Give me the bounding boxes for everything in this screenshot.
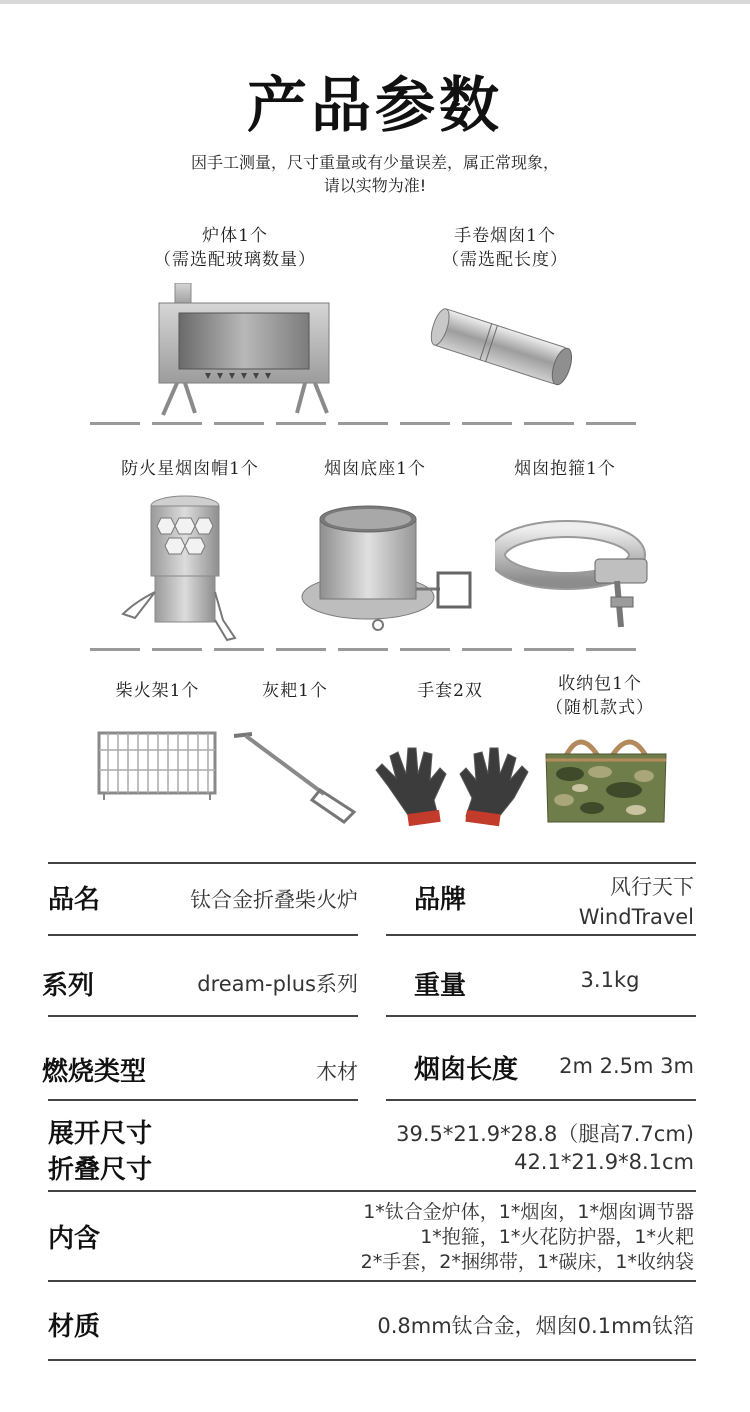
chimney-base-icon	[298, 497, 478, 637]
gloves-icon	[368, 740, 530, 835]
spark-arrestor-cap-icon	[115, 492, 255, 642]
divider-dash	[400, 422, 450, 425]
spec-unfolded-key: 展开尺寸	[48, 1119, 153, 1149]
disclaimer-line-2: 请以实物为准!	[323, 176, 427, 195]
stove-body-icon	[155, 283, 335, 417]
spec-folded-value: 42.1*21.9*8.1cm	[514, 1150, 694, 1174]
divider-dash	[276, 422, 326, 425]
rolled-chimney-icon	[425, 300, 580, 395]
spec-fuel-value: 木材	[316, 1060, 358, 1084]
table-rule	[48, 1099, 358, 1101]
spec-folded-key: 折叠尺寸	[48, 1155, 153, 1185]
chimney-clamp-icon	[495, 515, 660, 635]
spec-chimney-length-key: 烟囱长度	[414, 1055, 519, 1085]
ash-rake-icon	[232, 732, 357, 824]
divider-dash	[214, 648, 264, 651]
divider-dash	[400, 648, 450, 651]
table-rule	[48, 1280, 696, 1282]
page-title: 产品参数	[247, 71, 503, 141]
spec-material-value: 0.8mm钛合金，烟囱0.1mm钛箔	[377, 1314, 694, 1338]
divider-dash	[524, 422, 574, 425]
divider-dash	[90, 422, 140, 425]
divider-dash	[462, 648, 512, 651]
spec-weight-key: 重量	[414, 971, 467, 1001]
table-rule	[386, 934, 696, 936]
disclaimer-line-1: 因手工测量，尺寸重量或有少量误差，属正常现象，	[190, 153, 559, 172]
divider-dash	[152, 422, 202, 425]
item-label-rack: 柴火架1个	[115, 681, 200, 701]
spec-unfolded-value: 39.5*21.9*28.8（腿高7.7cm)	[396, 1122, 694, 1146]
item-label-stove: 炉体1个 （需选配玻璃数量）	[154, 226, 316, 270]
item-label-chimney: 手卷烟囱1个 （需选配长度）	[442, 226, 568, 270]
divider-dash	[90, 648, 140, 651]
spec-name-key: 品名	[48, 885, 101, 915]
table-rule	[48, 1015, 358, 1017]
divider-dash	[524, 648, 574, 651]
spec-brand-value: 风行天下 WindTravel	[578, 875, 694, 929]
table-rule	[48, 934, 358, 936]
item-label-clamp: 烟囱抱箍1个	[514, 459, 616, 479]
divider-dash	[586, 422, 636, 425]
spec-contents-key: 内含	[48, 1224, 101, 1254]
spec-contents-value: 1*钛合金炉体，1*烟囱，1*烟囱调节器 1*抱箍，1*火花防护器，1*火耙 2*手套，2*捆绑带，1*碳床，1*收纳袋	[360, 1201, 694, 1273]
spec-fuel-key: 燃烧类型	[42, 1057, 147, 1087]
table-rule	[386, 1099, 696, 1101]
top-divider	[0, 0, 750, 4]
spec-series-value: dream-plus系列	[197, 972, 358, 996]
divider-dash	[338, 648, 388, 651]
table-rule	[48, 1359, 696, 1361]
spec-name-value: 钛合金折叠柴火炉	[190, 888, 358, 912]
storage-bag-icon	[540, 730, 672, 825]
spec-material-key: 材质	[48, 1312, 101, 1342]
spec-chimney-length-value: 2m 2.5m 3m	[559, 1054, 694, 1078]
divider-dash	[276, 648, 326, 651]
item-label-gloves: 手套2双	[417, 681, 483, 701]
item-label-chimney-base: 烟囱底座1个	[324, 459, 426, 479]
divider-dash	[586, 648, 636, 651]
firewood-rack-icon	[96, 730, 218, 802]
spec-brand-key: 品牌	[414, 885, 467, 915]
spec-series-key: 系列	[42, 971, 95, 1001]
table-rule	[48, 862, 696, 864]
divider-dash	[338, 422, 388, 425]
table-rule	[48, 1190, 696, 1192]
item-label-bag: 收纳包1个 （随机款式）	[546, 674, 654, 718]
item-label-rake: 灰耙1个	[262, 681, 328, 701]
table-rule	[386, 1015, 696, 1017]
divider-dash	[214, 422, 264, 425]
divider-dash	[152, 648, 202, 651]
item-label-spark-cap: 防火星烟囱帽1个	[121, 459, 259, 479]
spec-weight-value: 3.1kg	[580, 968, 640, 992]
divider-dash	[462, 422, 512, 425]
